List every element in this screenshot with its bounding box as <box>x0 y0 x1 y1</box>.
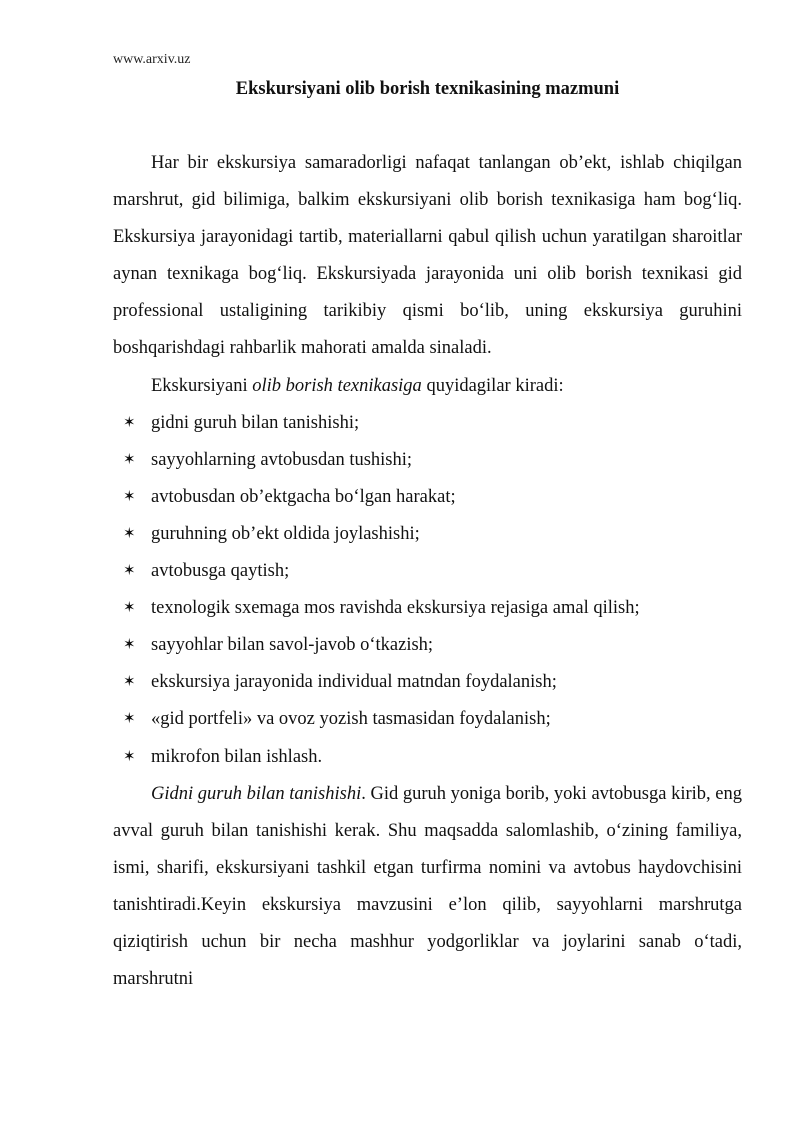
list-item <box>113 479 742 516</box>
list-item <box>113 664 742 701</box>
technique-list <box>113 405 742 776</box>
asterisk-bullet-icon: ✶ <box>123 525 136 542</box>
paragraph-list-lead <box>113 368 742 405</box>
paragraph-acquaintance-text: . Gid guruh yoniga borib, yoki avtobusga kirib, eng avval guruh bilan tanishishi kerak. Shu maqsadda salomlashib, o‘zining familiya, ismi, sharifi, ekskursiyani tashkil etgan turfirma nomini va avtobus haydovchisini tanishtiradi.Keyin ekskursiya mavzusini e’lon qilib, sayyohlarni marshrutga qiziqtirish uchun bir necha mashhur yodgorliklar va joylarini sanab o‘tadi, marshrutni <box>113 783 742 990</box>
list-item <box>113 590 742 627</box>
list-item <box>113 627 742 664</box>
list-item <box>113 553 742 590</box>
paragraph-acquaintance <box>113 776 742 999</box>
asterisk-bullet-icon: ✶ <box>123 414 136 431</box>
list-item <box>113 442 742 479</box>
asterisk-bullet-icon: ✶ <box>123 674 136 691</box>
list-item-text: gidni guruh bilan tanishishi; <box>151 412 360 433</box>
list-item-text: avtobusdan ob’ektgacha bo‘lgan harakat; <box>151 486 456 507</box>
list-item <box>113 701 742 738</box>
asterisk-bullet-icon: ✶ <box>123 637 136 654</box>
list-item-text: texnologik sxemaga mos ravishda ekskursiya rejasiga amal qilish; <box>151 598 640 619</box>
list-lead-italic: olib borish texnikasiga <box>252 375 422 396</box>
list-item-text: guruhning ob’ekt oldida joylashishi; <box>151 523 420 544</box>
list-item-text: mikrofon bilan ishlash. <box>151 746 323 767</box>
asterisk-bullet-icon: ✶ <box>123 488 136 505</box>
paragraph-acquaintance-heading: Gidni guruh bilan tanishishi <box>151 783 362 804</box>
asterisk-bullet-icon: ✶ <box>123 600 136 617</box>
asterisk-bullet-icon: ✶ <box>123 563 136 580</box>
list-item <box>113 405 742 442</box>
list-item-text: avtobusga qaytish; <box>151 561 290 582</box>
asterisk-bullet-icon: ✶ <box>123 451 136 468</box>
document-body <box>113 145 742 998</box>
list-item <box>113 516 742 553</box>
list-item <box>113 739 742 776</box>
list-lead-text-end: quyidagilar kiradi: <box>421 375 564 396</box>
asterisk-bullet-icon: ✶ <box>123 711 136 728</box>
asterisk-bullet-icon: ✶ <box>123 748 136 765</box>
list-item-text: ekskursiya jarayonida individual matndan foydalanish; <box>151 672 557 693</box>
site-url: www.arxiv.uz <box>113 52 191 67</box>
list-item-text: sayyohlar bilan savol-javob o‘tkazish; <box>151 635 434 656</box>
document-title: Ekskursiyani olib borish texnikasining mazmuni <box>235 79 620 99</box>
list-item-text: «gid portfeli» va ovoz yozish tasmasidan foydalanish; <box>151 709 551 730</box>
list-item-text: sayyohlarning avtobusdan tushishi; <box>151 449 413 470</box>
paragraph-intro: Har bir ekskursiya samaradorligi nafaqat tanlangan ob’ekt, ishlab chiqilgan marshrut, gid bilimiga, balkim ekskursiyani olib borish texnikasiga ham bog‘liq. Ekskursiya jarayonidagi tartib, materiallarni qabul qilish uchun yaratilgan sharoitlar aynan texnikaga bog‘liq. Ekskursiyada jarayonida uni olib borish texnikasi gid professional ustaligining tarikibiy qismi bo‘lib, uning ekskursiya guruhini boshqarishdagi rahbarlik mahorati amalda sinaladi. <box>113 153 742 359</box>
list-lead-text: Ekskursiyani <box>151 375 253 396</box>
